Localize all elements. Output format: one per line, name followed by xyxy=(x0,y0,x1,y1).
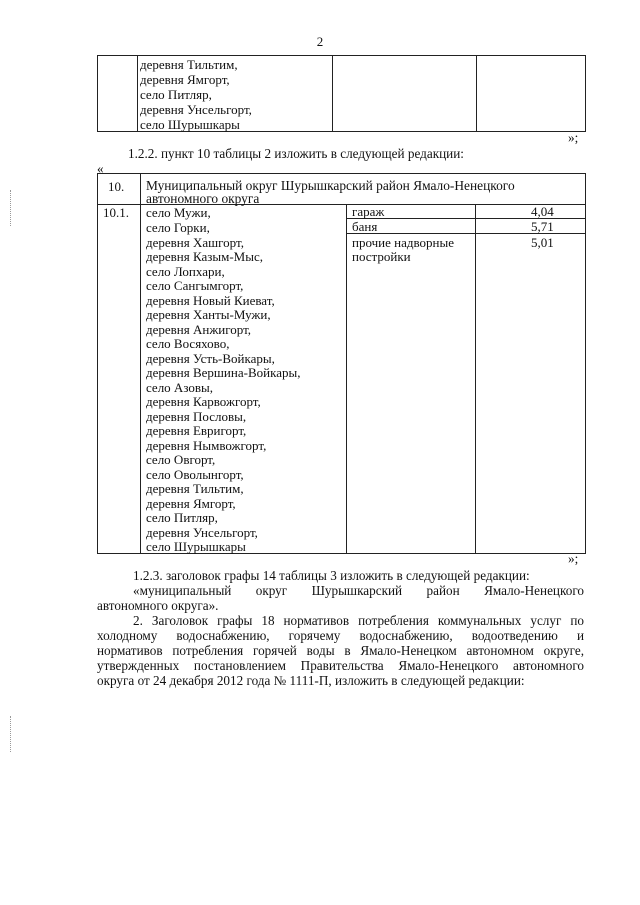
settlement-line: деревня Нымвожгорт, xyxy=(146,438,267,453)
word: нормативов xyxy=(97,643,163,658)
settlement-line: село Шурышкары xyxy=(146,539,246,554)
settlement-line: деревня Унсельгорт, xyxy=(146,525,258,540)
item-value: 5,01 xyxy=(531,235,554,250)
paragraph-1-2-3-line2 xyxy=(133,583,584,598)
settlement-line: деревня Пословы, xyxy=(146,409,247,424)
item-value: 4,04 xyxy=(531,204,554,219)
paragraph-2-line3 xyxy=(97,643,584,658)
word: Ямало-Ненецкого xyxy=(484,583,584,598)
settlement-line: село Азовы, xyxy=(146,380,214,395)
word: Заголовок xyxy=(151,613,209,628)
word: Ямало-Ненецкого xyxy=(398,658,499,673)
settlement-line: село Питляр, xyxy=(140,87,212,102)
word: потребления xyxy=(172,643,244,658)
top-table-divider xyxy=(137,56,138,131)
item-name: баня xyxy=(352,219,378,234)
district-title: Муниципальный округ Шурышкарский район Ямало-Ненецкого xyxy=(146,178,515,193)
main-table-item-divider xyxy=(346,204,347,553)
district-title-cont: автономного округа xyxy=(146,191,260,206)
settlement-line: село Овгорт, xyxy=(146,452,216,467)
closing-quote: »; xyxy=(568,551,579,566)
word: 2. xyxy=(133,613,143,628)
word: нормативов xyxy=(283,613,350,628)
word: водоснабжению, xyxy=(176,628,270,643)
settlement-line: деревня Новый Киеват, xyxy=(146,293,275,308)
settlement-line: село Оволынгорт, xyxy=(146,467,244,482)
settlement-line: деревня Усть-Войкары, xyxy=(146,351,275,366)
row-number-10: 10. xyxy=(108,179,125,194)
main-table-value-divider xyxy=(475,204,476,553)
word: район xyxy=(426,583,460,598)
word: округ xyxy=(255,583,288,598)
top-table-divider xyxy=(332,56,333,131)
item-name: прочие надворные xyxy=(352,235,454,250)
settlement-line: деревня Хашгорт, xyxy=(146,235,244,250)
paragraph-2-line5: округа от 24 декабря 2012 года № 1111-П, изложить в следующей редакции: xyxy=(97,673,525,688)
word: холодному xyxy=(97,628,158,643)
settlement-line: село Восяхово, xyxy=(146,336,230,351)
word: Ямало-Ненецком xyxy=(360,643,457,658)
word: водоотведению xyxy=(471,628,558,643)
settlement-line: деревня Евригорт, xyxy=(146,423,247,438)
word: постановлением xyxy=(193,658,286,673)
opening-quote: « xyxy=(97,161,104,176)
settlement-line: деревня Унсельгорт, xyxy=(140,102,252,117)
word: и xyxy=(576,628,584,643)
paragraph-2-line2 xyxy=(97,628,584,643)
settlement-line: деревня Анжигорт, xyxy=(146,322,252,337)
word: воды xyxy=(306,643,335,658)
word: горячему xyxy=(288,628,341,643)
closing-quote: »; xyxy=(568,130,579,145)
item-name-cont: постройки xyxy=(352,249,411,264)
word: водоснабжению, xyxy=(359,628,453,643)
settlement-line: деревня Ханты-Мужи, xyxy=(146,307,271,322)
settlement-line: деревня Тильтим, xyxy=(146,481,244,496)
word: по xyxy=(570,613,585,628)
paragraph-1-2-3: 1.2.3. заголовок графы 14 таблицы 3 изложить в следующей редакции: xyxy=(133,568,530,583)
settlement-line: деревня Ямгорт, xyxy=(146,496,236,511)
scan-margin-marks xyxy=(10,716,13,752)
word: Шурышкарский xyxy=(311,583,403,598)
settlement-line: село Лопхари, xyxy=(146,264,225,279)
word: Правительства xyxy=(300,658,384,673)
item-value: 5,71 xyxy=(531,219,554,234)
word: автономного xyxy=(513,658,585,673)
row-number-10-1: 10.1. xyxy=(103,205,129,220)
main-table-num-divider xyxy=(140,173,141,553)
word: утвержденных xyxy=(97,658,180,673)
paragraph-1-2-3-line3: автономного округа». xyxy=(97,598,219,613)
paragraph-2-line4 xyxy=(97,658,584,673)
word: 18 xyxy=(261,613,275,628)
settlement-line: село Питляр, xyxy=(146,510,218,525)
settlement-line: деревня Тильтим, xyxy=(140,57,238,72)
settlement-line: деревня Карвожгорт, xyxy=(146,394,261,409)
word: автономном xyxy=(466,643,534,658)
paragraph-1-2-2: 1.2.2. пункт 10 таблицы 2 изложить в следующей редакции: xyxy=(128,146,464,161)
word: услуг xyxy=(530,613,562,628)
word: потребления xyxy=(358,613,429,628)
settlement-line: село Сангымгорт, xyxy=(146,278,244,293)
word: коммунальных xyxy=(437,613,522,628)
word: «муниципальный xyxy=(133,583,232,598)
top-table-divider xyxy=(476,56,477,131)
word: графы xyxy=(217,613,253,628)
paragraph-2-line1 xyxy=(133,613,584,628)
settlement-line: село Горки, xyxy=(146,220,210,235)
item-name: гараж xyxy=(352,204,385,219)
word: в xyxy=(344,643,351,658)
settlement-line: деревня Казым-Мыс, xyxy=(146,249,263,264)
word: горячей xyxy=(252,643,297,658)
settlement-line: деревня Ямгорт, xyxy=(140,72,230,87)
scan-margin-marks xyxy=(10,190,13,226)
word: округе, xyxy=(543,643,585,658)
settlement-line: село Мужи, xyxy=(146,205,211,220)
settlement-line: деревня Вершина-Войкары, xyxy=(146,365,301,380)
page-number: 2 xyxy=(316,34,324,49)
settlement-line: село Шурышкары xyxy=(140,117,240,132)
